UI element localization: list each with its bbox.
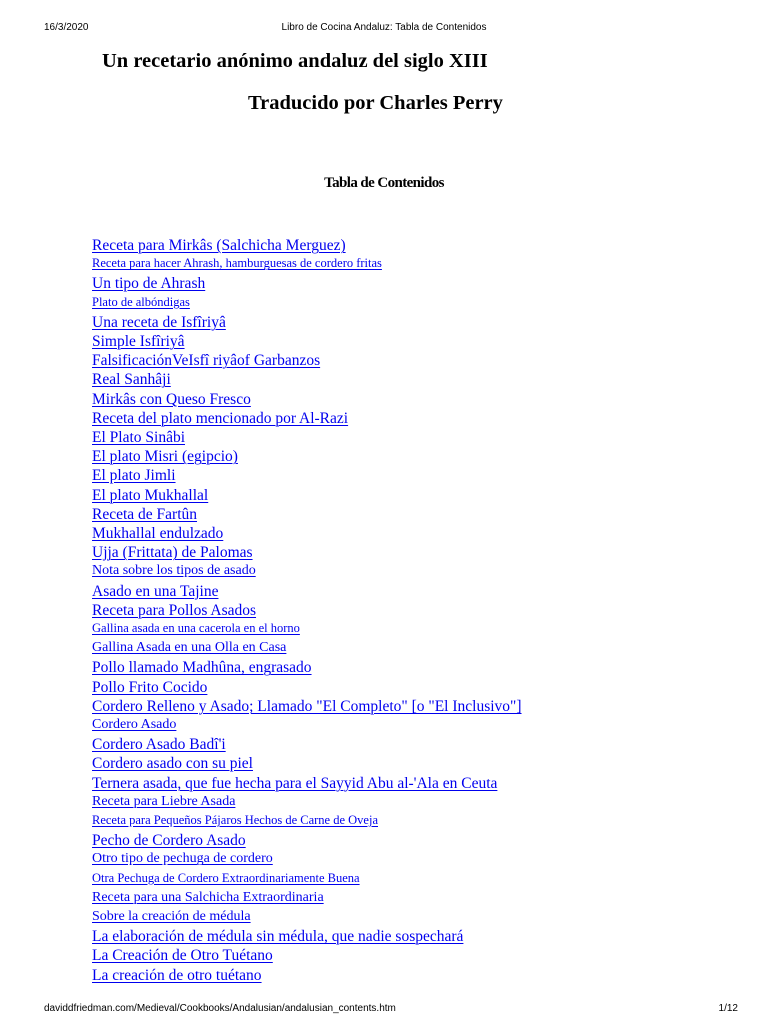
toc-link[interactable]: Gallina Asada en una Olla en Casa [92, 640, 287, 656]
toc-item [92, 660, 312, 676]
toc-item [92, 814, 378, 827]
toc-link[interactable]: Receta para Mirkâs (Salchicha Merguez) [92, 237, 346, 254]
toc-item [92, 584, 218, 600]
toc-item [92, 449, 238, 465]
toc-item [92, 718, 176, 732]
toc-item [92, 334, 185, 350]
toc-item [92, 238, 346, 254]
toc-link[interactable]: FalsificaciónVeIsfî riyâof Garbanzos [92, 352, 321, 370]
toc-item [92, 545, 253, 561]
toc-link[interactable]: El plato Mukhallal [92, 486, 209, 504]
toc-item [92, 392, 251, 408]
toc-link[interactable]: Mirkâs con Queso Fresco [92, 390, 251, 408]
toc-link[interactable]: Receta del plato mencionado por Al-Razi [92, 409, 349, 427]
toc-link[interactable]: Cordero Relleno y Asado; Llamado "El Completo" [o "El Inclusivo"] [92, 697, 522, 715]
toc-item [92, 564, 256, 578]
toc-item [92, 737, 226, 753]
toc-link[interactable]: Pollo llamado Madhûna, engrasado [92, 659, 312, 677]
toc-item [92, 296, 190, 309]
toc-link[interactable]: El plato Jimli [92, 467, 176, 485]
toc-link[interactable]: Una receta de Isfîriyâ [92, 313, 226, 331]
print-url: daviddfriedman.com/Medieval/Cookbooks/Andalusian/andalusian_contents.htm [44, 1003, 396, 1014]
toc-link[interactable]: Nota sobre los tipos de asado [92, 563, 256, 579]
print-footer [0, 1003, 768, 1017]
toc-item [92, 622, 300, 635]
toc-link[interactable]: Cordero Asado [92, 717, 177, 732]
toc-link[interactable]: Pecho de Cordero Asado [92, 832, 246, 850]
toc-item [92, 776, 497, 792]
document-subtitle: Traducido por Charles Perry [248, 92, 503, 114]
toc-item [92, 968, 262, 984]
toc-item [92, 430, 185, 446]
toc-link[interactable]: La elaboración de médula sin médula, que nadie sospechará [92, 928, 464, 946]
toc-link[interactable]: La Creación de Otro Tuétano [92, 947, 273, 965]
toc-item [92, 411, 348, 427]
toc-item [92, 372, 171, 388]
toc-item [92, 468, 176, 484]
toc-link[interactable]: Receta para Pollos Asados [92, 601, 257, 619]
toc-item [92, 641, 286, 655]
toc-item [92, 507, 197, 523]
print-header [0, 22, 768, 36]
toc-link[interactable]: Real Sanhâji [92, 371, 171, 389]
toc-item [92, 891, 324, 905]
toc-link[interactable]: El Plato Sinâbi [92, 429, 185, 446]
toc-link[interactable]: Ternera asada, que fue hecha para el Sayyid Abu al-'Ala en Ceuta [92, 774, 498, 792]
toc-link[interactable]: Simple Isfîriyâ [92, 333, 185, 350]
toc-link[interactable]: Receta para una Salchicha Extraordinaria [92, 889, 324, 905]
toc-link[interactable]: La creación de otro tuétano [92, 966, 262, 984]
document-title: Un recetario anónimo andaluz del siglo XIII [102, 50, 488, 72]
toc-item [92, 699, 522, 715]
toc-link[interactable]: Un tipo de Ahrash [92, 275, 206, 293]
toc-link[interactable]: Ujja (Frittata) de Palomas [92, 544, 253, 562]
toc-item [92, 603, 256, 619]
toc-item [92, 315, 226, 331]
toc-link[interactable]: Otro tipo de pechuga de cordero [92, 851, 273, 867]
toc-item [92, 910, 251, 924]
toc-link[interactable]: Pollo Frito Cocido [92, 678, 208, 696]
toc-item [92, 795, 235, 809]
toc-item [92, 948, 273, 964]
print-page-number: 1/12 [718, 1003, 738, 1014]
toc-item [92, 872, 360, 885]
toc-item [92, 526, 223, 542]
toc-link[interactable]: Cordero asado con su piel [92, 755, 253, 773]
toc-link[interactable]: Gallina asada en una cacerola en el horno [92, 621, 300, 635]
toc-link[interactable]: Otra Pechuga de Cordero Extraordinariamente Buena [92, 870, 360, 885]
toc-item [92, 680, 207, 696]
print-date: 16/3/2020 [44, 22, 89, 33]
toc-heading: Tabla de Contenidos [324, 175, 444, 191]
toc-item [92, 276, 205, 292]
toc-link[interactable]: Receta para Liebre Asada [92, 793, 236, 809]
toc-item [92, 929, 463, 945]
toc-link[interactable]: Receta para Pequeños Pájaros Hechos de Carne de Oveja [92, 813, 378, 827]
toc-item [92, 257, 382, 270]
toc-link[interactable]: Mukhallal endulzado [92, 525, 224, 542]
toc-link[interactable]: Receta para hacer Ahrash, hamburguesas de cordero fritas [92, 256, 382, 271]
toc-link[interactable]: Plato de albóndigas [92, 294, 190, 309]
toc-link[interactable]: El plato Misri (egipcio) [92, 448, 238, 466]
toc-link[interactable]: Asado en una Tajine [92, 582, 219, 600]
toc-link[interactable]: Sobre la creación de médula [92, 909, 251, 924]
toc-item [92, 756, 253, 772]
toc-item [92, 353, 320, 369]
toc-link[interactable]: Cordero Asado Badî'i [92, 736, 226, 754]
print-page-title: Libro de Cocina Andaluz: Tabla de Contenidos [281, 22, 487, 33]
toc-item [92, 833, 246, 849]
toc-link[interactable]: Receta de Fartûn [92, 505, 198, 523]
toc-item [92, 488, 208, 504]
toc-item [92, 852, 273, 866]
